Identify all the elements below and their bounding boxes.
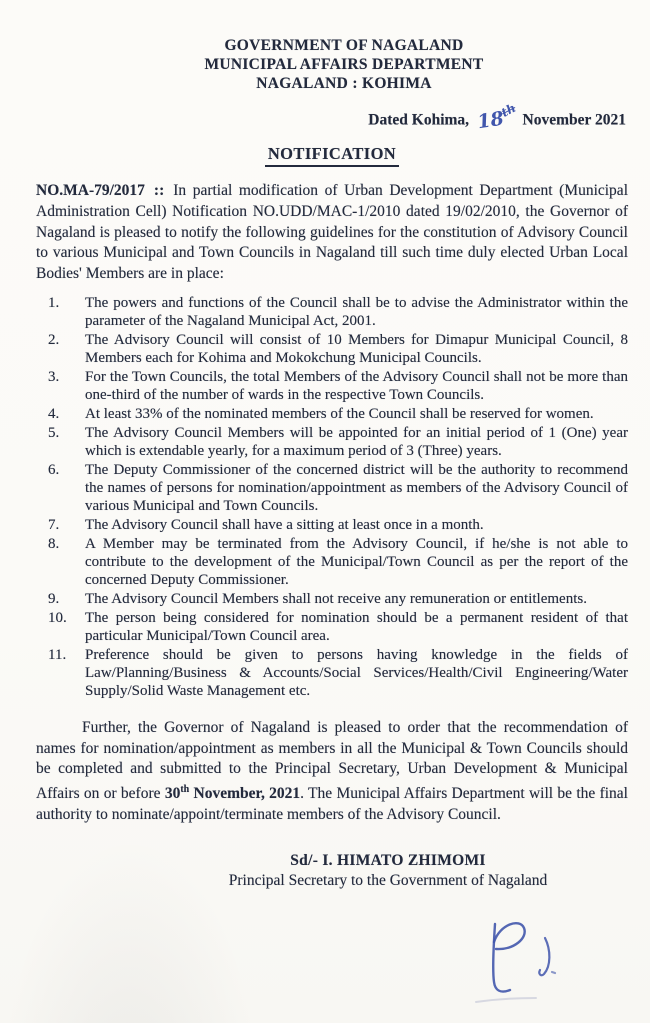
notification-title: NOTIFICATION [36, 144, 628, 167]
guideline-item [36, 609, 628, 645]
guideline-item [36, 368, 628, 404]
guideline-number: 9. [48, 591, 60, 608]
intro-text: In partial modification of Urban Development Department (Municipal Administration Cell) Notification NO.UDD/MAC-1/2010 dated 19/02/2010, the Governor of Nagaland is pleased to notify the following guidelines for the constitution of Advisory Council to various Municipal and Town Councils in Nagaland till such time duly elected Urban Local Bodies' Members are in place: [36, 182, 628, 282]
guideline-text: The person being considered for nomination should be a permanent resident of that particular Municipal/Town Council area. [85, 610, 628, 645]
letterhead [48, 36, 640, 93]
guideline-item [36, 405, 628, 423]
guideline-text: The Advisory Council shall have a sitting at least once in a month. [85, 517, 484, 534]
closing-paragraph [36, 718, 628, 825]
guideline-text: The powers and functions of the Council shall be to advise the Administrator within the parameter of the Nagaland Municipal Act, 2001. [85, 295, 628, 330]
guideline-text: A Member may be terminated from the Advisory Council, if he/she is not able to contribute to the development of the Municipal/Town Council as per the report of the concerned Deputy Commissioner. [85, 536, 628, 589]
letterhead-line-department: MUNICIPAL AFFAIRS DEPARTMENT [204, 56, 484, 73]
guideline-number: 2. [48, 332, 60, 349]
handwritten-date-day: 18th [475, 100, 519, 134]
guideline-number: 7. [48, 517, 60, 534]
guideline-text: The Deputy Commissioner of the concerned district will be the authority to recommend the names of persons for nomination/appointment as members of the Advisory Council of various Municipal and Town Councils. [85, 462, 628, 515]
guideline-number: 11. [48, 647, 67, 664]
guideline-item [36, 590, 628, 608]
guideline-item [36, 331, 628, 367]
guideline-text: Preference should be given to persons having knowledge in the fields of Law/Planning/Business & Accounts/Social Services/Health/Civil Engineering/Water Supply/Solid Waste Management etc. [85, 647, 628, 700]
dateline-suffix: November 2021 [522, 111, 626, 129]
guideline-item [36, 461, 628, 515]
reference-number: NO.MA-79/2017 [36, 182, 145, 200]
guideline-number: 4. [48, 406, 60, 423]
guideline-number: 6. [48, 462, 60, 479]
guideline-number: 10. [48, 610, 67, 627]
closing-after-date: . The Municipal Affairs Department will be the final authority to nominate/appoint/terminate members of the Advisory Council. [36, 785, 628, 823]
signatory-designation: Principal Secretary to the Government of Nagaland [228, 872, 548, 890]
guideline-item [36, 646, 628, 700]
handwritten-date-ordinal: th [499, 100, 519, 120]
letterhead-line-place: NAGALAND : KOHIMA [256, 75, 432, 92]
guideline-number: 1. [48, 295, 60, 312]
dateline [36, 100, 628, 134]
handwritten-initial-icon [448, 916, 598, 1016]
guideline-item [36, 516, 628, 534]
closing-before-date: Further, the Governor of Nagaland is pleased to order that the recommendation of names for nomination/appointment as members in all the Municipal & Town Councils should be completed and submitted to the Principal Secretary, Urban Development & Municipal Affairs on or before [36, 719, 628, 803]
due-date-rest: November, 2021 [189, 785, 301, 803]
guideline-number: 3. [48, 369, 60, 386]
guidelines-list [36, 294, 628, 700]
signatory-name: Sd/- I. HIMATO ZHIMOMI [290, 852, 486, 870]
guideline-text: The Advisory Council Members shall not receive any remuneration or entitlements. [85, 591, 587, 608]
reference-separator: :: [153, 182, 165, 200]
due-date-ordinal: th [180, 784, 190, 796]
guideline-text: The Advisory Council will consist of 10 Members for Dimapur Municipal Council, 8 Members each for Kohima and Mokokchung Municipal Councils. [85, 332, 628, 367]
guideline-text: For the Town Councils, the total Members of the Advisory Council shall not be more than one-third of the number of wards in the respective Town Councils. [85, 369, 628, 404]
guideline-item [36, 294, 628, 330]
guideline-item [36, 535, 628, 589]
guideline-number: 8. [48, 536, 60, 553]
guideline-number: 5. [48, 425, 60, 442]
signature-block [178, 851, 598, 891]
guideline-text: The Advisory Council Members will be appointed for an initial period of 1 (One) year which is extendable yearly, for a maximum period of 3 (Three) years. [85, 425, 628, 460]
letterhead-line-government: GOVERNMENT OF NAGALAND [224, 37, 464, 54]
due-date: 30th November, 2021 [164, 784, 301, 803]
guideline-item [36, 424, 628, 460]
dateline-prefix: Dated Kohima, [368, 111, 470, 129]
guideline-text: At least 33% of the nominated members of the Council shall be reserved for women. [85, 406, 594, 423]
intro-paragraph [36, 181, 628, 284]
